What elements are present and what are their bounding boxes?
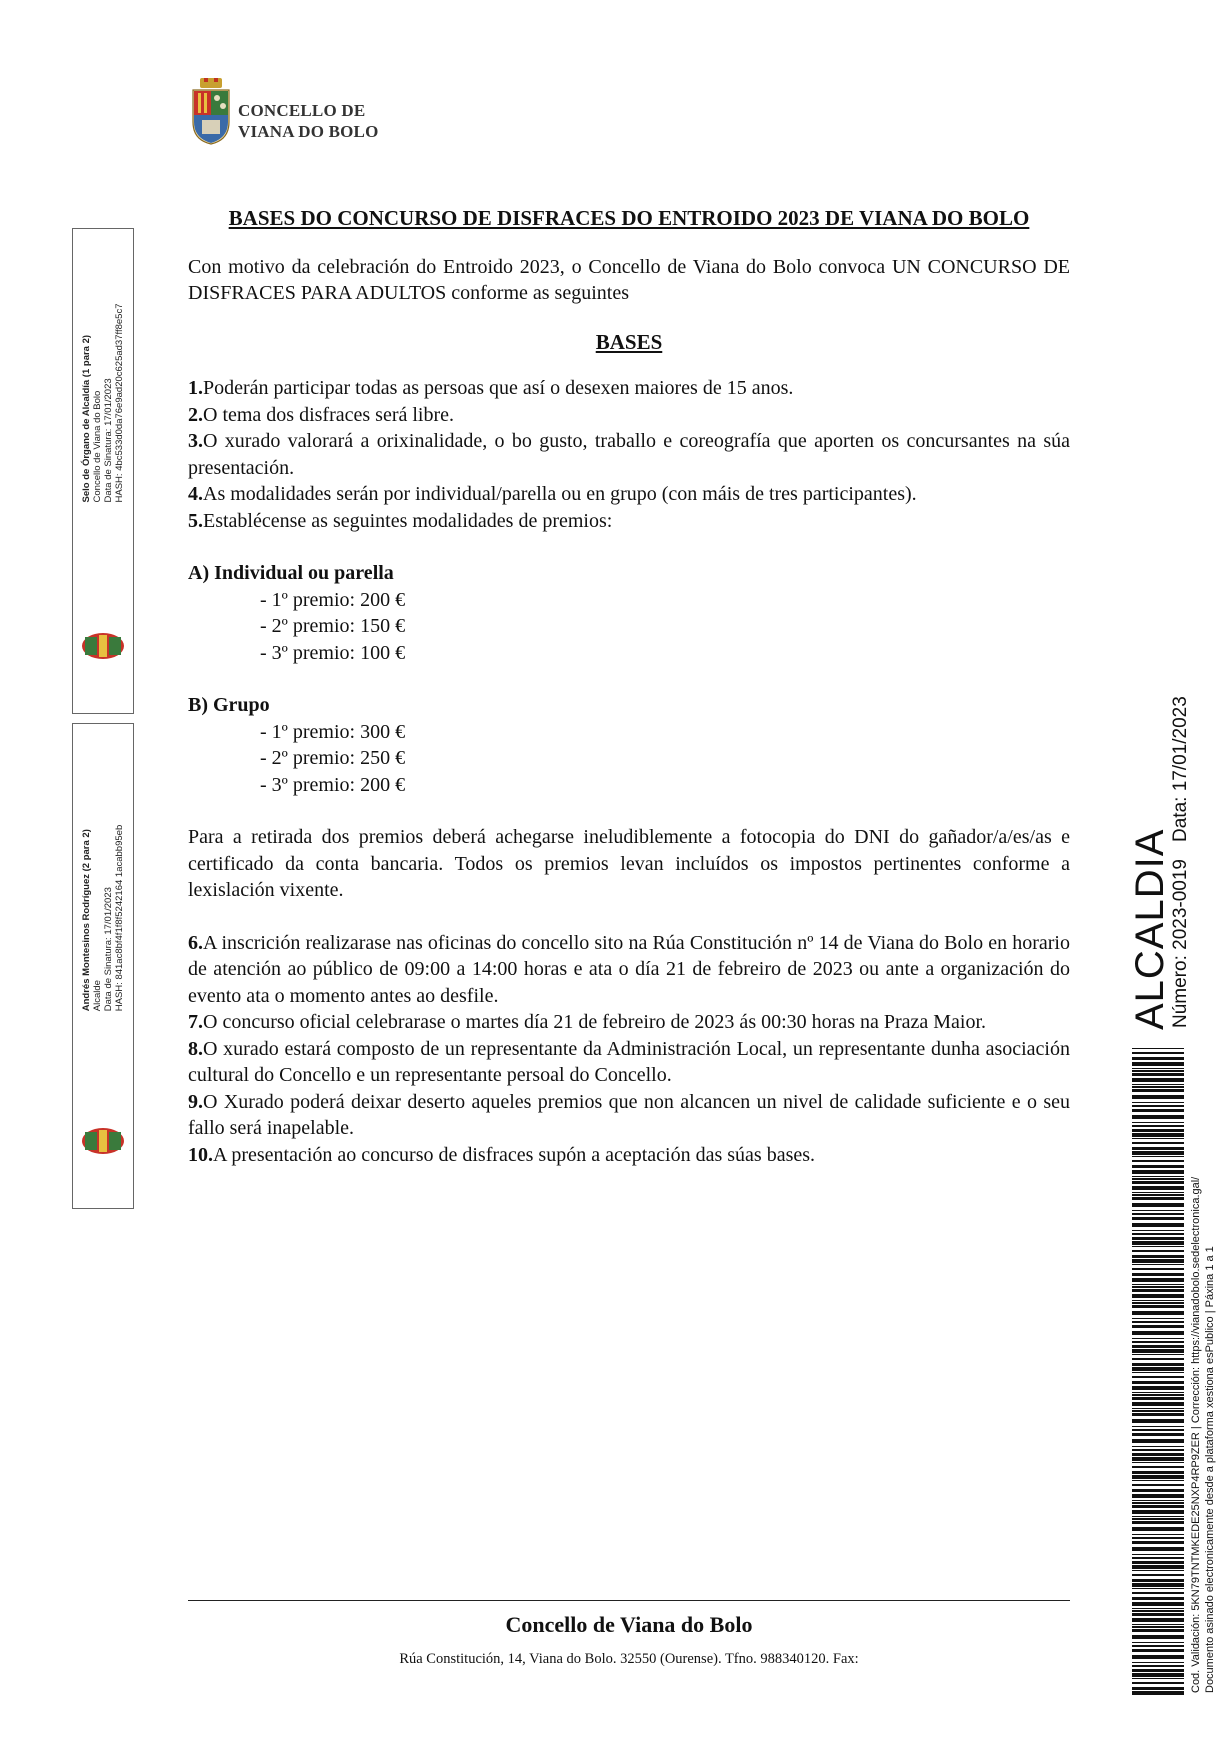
rule-number: 1. [188, 377, 203, 399]
signature-hash: HASH: 841ac8bf4f1f8f5242164 1acabb95eb [114, 824, 125, 1011]
intro-paragraph: Con motivo da celebración do Entroido 2023, o Concello de Viana do Bolo convoca UN CONCURSO DE DISFRACES PARA ADULTOS conforme as seguintes [188, 255, 1070, 304]
rule-item [188, 930, 1070, 1010]
rule-text: O xurado valorará a orixinalidade, o bo gusto, traballo e coreografía que aporten os concursantes na súa presentación. [188, 430, 1070, 479]
verification-code: Cod. Validación: 5KN79TNTMKEDE25NXP4RP9ZER | Corrección: https://vianadobolo.sedelectronica.gal/ [1190, 1176, 1202, 1693]
prize-line: - 2º premio: 250 € [260, 747, 406, 769]
rules-list-a [188, 375, 1070, 534]
prize-line: - 1º premio: 300 € [260, 720, 406, 743]
rule-item [188, 1036, 1070, 1089]
rule-number: 8. [188, 1037, 203, 1060]
document-date: Data: 17/01/2023 [1170, 696, 1191, 842]
footer-divider [188, 1600, 1070, 1601]
rule-text: As modalidades serán por individual/parella ou en grupo (con máis de tres participantes). [203, 483, 917, 505]
logo-line-2: VIANA DO BOLO [238, 122, 379, 141]
rule-text: Poderán participar todas as persoas que así o desexen maiores de 15 anos. [203, 377, 794, 399]
bases-heading: BASES [595, 329, 663, 354]
rule-item [188, 1009, 1070, 1036]
rule-number: 2. [188, 403, 203, 426]
signature-box-seal [72, 228, 134, 714]
rule-item [188, 1142, 1070, 1169]
logo-text [238, 100, 379, 142]
signature-title: Andrés Montesinos Rodríguez (2 para 2) [81, 828, 92, 1011]
rule-number: 7. [188, 1011, 203, 1033]
rule-text: O tema dos disfraces será libre. [203, 403, 455, 426]
rule-number: 5. [188, 509, 203, 532]
rule-number: 9. [188, 1090, 203, 1113]
rule-text: A inscrición realizarase nas oficinas do concello sito na Rúa Constitución nº 14 de Viana do Bolo en horario de atención ao público de 09:00 a 14:00 horas e ata o día 21 de febreiro de 2023 ou ante a organización do evento ata o momento antes ao desfile. [188, 931, 1070, 1007]
rule-item [188, 375, 1070, 402]
category-a-title: A) Individual ou parella [188, 562, 394, 584]
signature-date: Data de Sinatura: 17/01/2023 [103, 886, 114, 1011]
footer-organization-name: Concello de Viana do Bolo [505, 1612, 753, 1637]
rule-item [188, 1089, 1070, 1142]
rule-number: 4. [188, 483, 203, 505]
prize-line: - 3º premio: 100 € [260, 641, 406, 664]
seal-crest-icon [81, 631, 125, 661]
signature-box-mayor [72, 723, 134, 1209]
rule-text: O xurado estará composto de un representante da Administración Local, un representante dunha asociación cultural do Concello e un representante persoal do Concello. [188, 1037, 1070, 1086]
rule-text: O concurso oficial celebrarase o martes día 21 de febreiro de 2023 ás 00:30 horas na Praza Maior. [203, 1011, 987, 1033]
document-number: Número: 2023-0019 [1170, 859, 1191, 1028]
signature-hash: HASH: 4bc533d0da76e9ad20c625ad37ff8e5c7 [114, 303, 125, 503]
signature-date: Data de Sinatura: 17/01/2023 [103, 378, 114, 503]
rule-text: Establécense as seguintes modalidades de premios: [203, 509, 613, 532]
barcode-icon [1132, 1048, 1184, 1696]
signature-line: Alcalde [92, 979, 103, 1011]
document-title: BASES DO CONCURSO DE DISFRACES DO ENTROIDO 2023 DE VIANA DO BOLO [228, 206, 1030, 230]
signature-text [81, 304, 125, 503]
coat-of-arms-icon [190, 78, 232, 146]
logo-line-1: CONCELLO DE [238, 101, 366, 120]
rule-item [188, 508, 1070, 535]
rules-list-b [188, 930, 1070, 1169]
category-b-title: B) Grupo [188, 694, 270, 716]
rule-item [188, 428, 1070, 481]
seal-crest-icon [81, 1126, 125, 1156]
rule-item [188, 402, 1070, 429]
rule-number: 6. [188, 931, 203, 954]
rule-item [188, 481, 1070, 508]
footer-address: Rúa Constitución, 14, Viana do Bolo. 32550 (Ourense). Tfno. 988340120. Fax: [399, 1651, 859, 1667]
rule-number: 10. [188, 1143, 213, 1166]
prize-line: - 2º premio: 150 € [260, 615, 406, 637]
prize-line: - 1º premio: 200 € [260, 588, 406, 611]
rule-number: 3. [188, 430, 203, 452]
concello-logo [190, 78, 390, 148]
payment-paragraph: Para a retirada dos premios deberá achegarse ineludiblemente a fotocopia do DNI do gañador/a/es/as e certificado da conta bancaria. Todos os premios levan incluídos os impostos pertinentes conforme a lexislación vixente. [188, 826, 1070, 901]
signature-text [81, 824, 125, 1010]
signature-title: Selo de Órgano de Alcaldía (1 para 2) [81, 335, 92, 503]
platform-note: Documento asinado electronicamente desde a plataforma xestiona esPublico | Páxina 1 a 1 [1204, 1246, 1216, 1693]
document-body [188, 205, 1070, 1168]
rule-text: O Xurado poderá deixar deserto aqueles premios que non alcancen un nivel de calidade suficiente e o seu fallo será inapelable. [188, 1090, 1070, 1139]
signature-line: Concello de Viana do Bolo [92, 390, 103, 503]
department-label: ALCALDIA [1128, 828, 1172, 1030]
prize-line: - 3º premio: 200 € [260, 773, 406, 796]
rule-text: A presentación ao concurso de disfraces supón a aceptación das súas bases. [213, 1143, 816, 1166]
